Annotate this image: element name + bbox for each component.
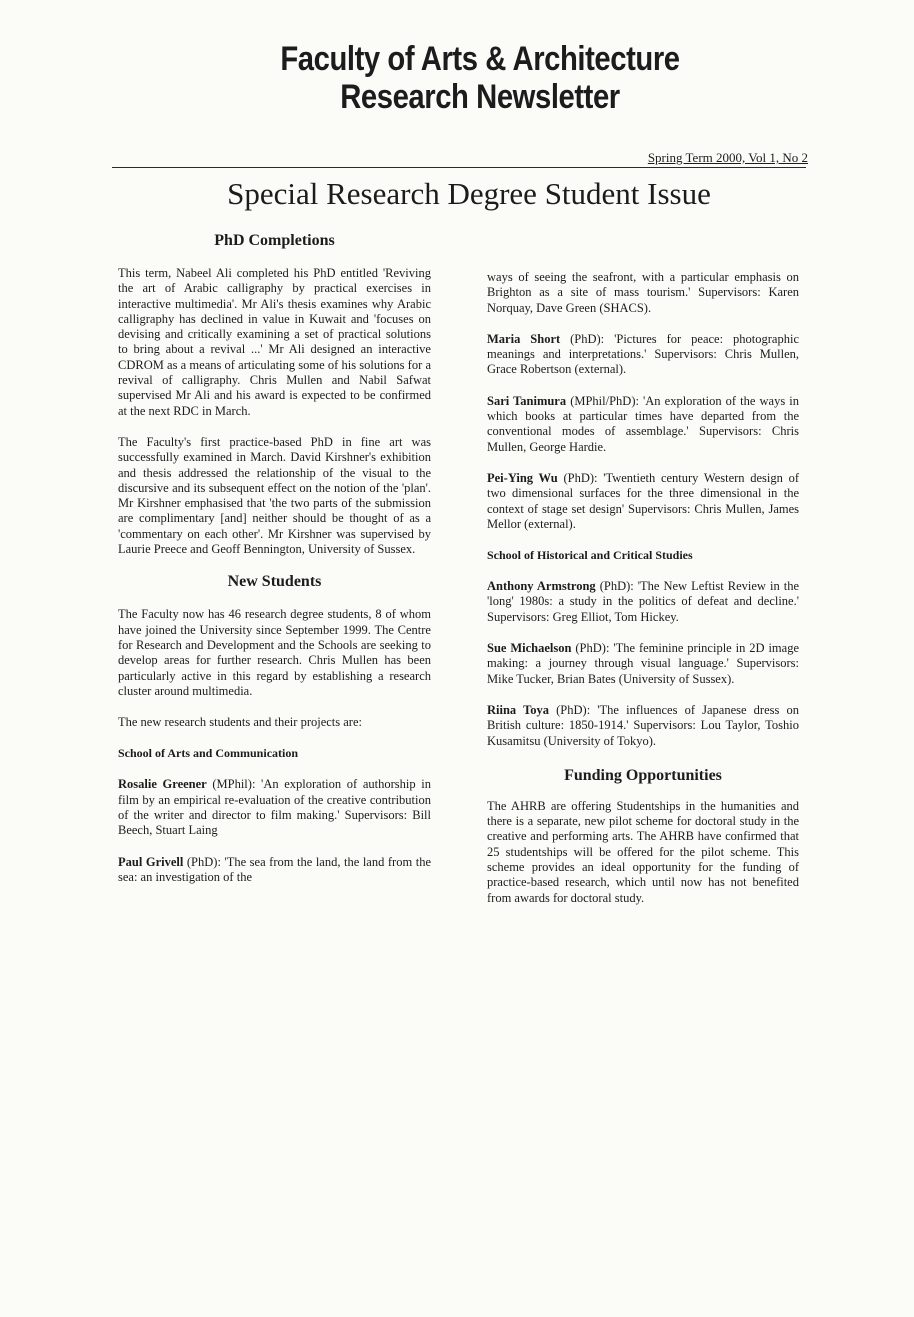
masthead xyxy=(222,40,738,116)
student-entry-peiying xyxy=(487,471,799,532)
funding-opportunities-heading: Funding Opportunities xyxy=(564,766,722,784)
new-students-paragraph-1: The Faculty now has 46 research degree students, 8 of whom have joined the University since September 1999. The Centre for Research and Development and the Schools are seeking to develop areas for further research. Chris Mullen has been particularly active in this regard by establishing a research cluster around multimedia. xyxy=(118,607,431,698)
student-entry-maria xyxy=(487,332,799,378)
new-students-paragraph-2: The new research students and their projects are: xyxy=(118,715,362,730)
issue-info: Spring Term 2000, Vol 1, No 2 xyxy=(647,150,808,165)
left-column xyxy=(118,232,431,901)
student-name: Sari Tanimura xyxy=(487,393,567,408)
student-entry-sue xyxy=(487,641,799,687)
student-entry-paul-continued: ways of seeing the seafront, with a particular emphasis on Brighton as a site of mass tourism.' Supervisors: Karen Norquay, Dave Green (SHACS). xyxy=(487,270,799,315)
student-project: (PhD): 'Pictures for peace: photographic meanings and interpretations.' Supervisors: Chris Mullen, Grace Robertson (external). xyxy=(487,331,799,377)
student-project: (PhD): 'The sea from the land, the land from the sea: an investigation of the xyxy=(118,854,431,884)
masthead-line-2: Research Newsletter xyxy=(340,78,620,116)
student-project: (PhD): 'The New Leftist Review in the 'long' 1980s: a study in the politics of defeat and decline.' Supervisors: Greg Elliot, Tom Hickey. xyxy=(487,579,800,624)
student-entry-rosalie xyxy=(118,777,431,838)
student-name: Maria Short xyxy=(487,331,561,346)
student-project: (MPhil/PhD): 'An exploration of the ways in which books at particular times have departed from the conventional modes of assemblage.' Supervisors: Chris Mullen, George Hardie. xyxy=(487,393,799,454)
student-name: Riina Toya xyxy=(487,702,550,717)
phd-paragraph-1: This term, Nabeel Ali completed his PhD entitled 'Reviving the art of Arabic calligraphy by practical exercises in interactive multimedia'. Mr Ali's thesis examines why Arabic calligraphy has declined in value in Kuwait and 'focuses on devising and critically examining a set of practical solutions to bring about a revival ...' Mr Ali designed an interactive CDROM as a means of articulating some of his solutions for a revival of calligraphy. Chris Mullen and Nabil Safwat supervised Mr Ali and his award is expected to be confirmed at the next RDC in March. xyxy=(118,266,431,418)
school-historical-critical-heading: School of Historical and Critical Studies xyxy=(487,548,693,563)
student-entry-riina xyxy=(487,703,799,749)
new-students-heading: New Students xyxy=(227,573,322,591)
student-entry-paul xyxy=(118,855,431,886)
student-project: (MPhil): 'An exploration of authorship in film by an empirical re-evaluation of the creative contribution of the writer and director to film making.' Supervisors: Bill Beech, Stuart Laing xyxy=(118,777,431,838)
student-project: (PhD): 'The influences of Japanese dress on British culture: 1850-1914.' Supervisors: Lou Taylor, Toshio Kusamitsu (University of Tokyo). xyxy=(487,702,799,748)
student-project: (PhD): 'The feminine principle in 2D image making: a journey through visual language.' Supervisors: Mike Tucker, Brian Bates (University of Sussex). xyxy=(487,641,799,686)
right-column xyxy=(487,270,799,922)
student-name: Sue Michaelson xyxy=(487,641,572,656)
student-name: Pei-Ying Wu xyxy=(487,470,558,485)
student-name: Paul Grivell xyxy=(118,854,184,869)
masthead-line-1: Faculty of Arts & Architecture xyxy=(280,40,680,78)
student-name: Anthony Armstrong xyxy=(487,579,596,594)
header-rule xyxy=(112,167,806,168)
funding-paragraph: The AHRB are offering Studentships in the humanities and there is a separate, new pilot scheme for doctoral study in the creative and performing arts. The AHRB have confirmed that 25 studentships will be offered for the pilot scheme. This scheme provides an ideal opportunity for the funding of practice-based research, which until now has not benefited from awards for doctoral study. xyxy=(487,798,799,905)
school-arts-communication-heading: School of Arts and Communication xyxy=(118,746,299,761)
student-entry-sari xyxy=(487,394,799,455)
student-project: (PhD): 'Twentieth century Western design of two dimensional surfaces for the three dimensional in the context of stage set design' Supervisors: Chris Mullen, James Mellor (external). xyxy=(487,470,800,531)
student-entry-anthony xyxy=(487,579,799,625)
student-name: Rosalie Greener xyxy=(118,777,207,792)
phd-completions-heading: PhD Completions xyxy=(214,232,335,249)
issue-title: Special Research Degree Student Issue xyxy=(227,176,711,211)
phd-paragraph-2: The Faculty's first practice-based PhD in fine art was successfully examined in March. David Kirshner's exhibition and thesis addressed the relationship of the visual to the discursive and its subsequent effect on the notion of the 'plan'. Mr Kirshner emphasised that 'the two parts of the submission are complimentary [and] neither should be thought of as a 'commentary on each other'. Mr Kirshner was supervised by Laurie Preece and Geoff Bennington, University of Sussex. xyxy=(118,434,431,557)
